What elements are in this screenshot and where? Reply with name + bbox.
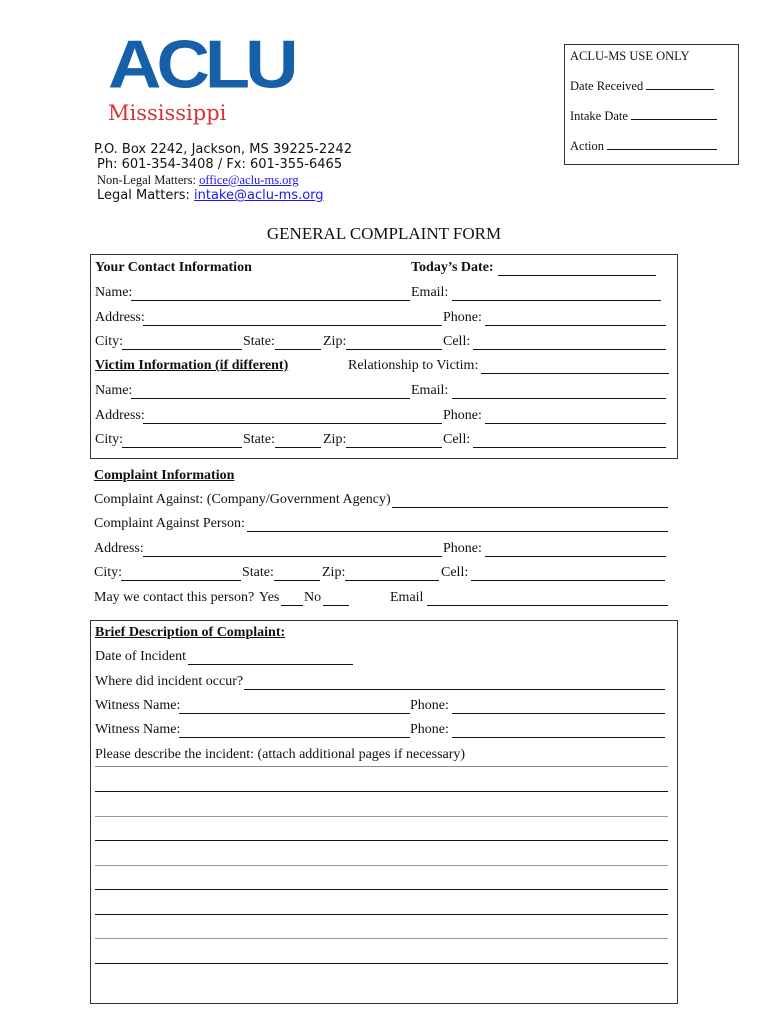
contact-header-row [95,260,768,280]
logo-wordmark: ACLU [108,25,294,103]
complaint-city-label: City: [94,565,123,580]
state-label: State: [243,334,275,349]
victim-header-row [95,358,768,378]
complaint-city-row [94,565,768,585]
victim-cell-label: Cell: [443,432,471,447]
describe-label: Please describe the incident: (attach additional pages if necessary) [95,747,466,762]
email-label: Email: [411,285,449,300]
aclu-logo [108,25,294,125]
description-line[interactable] [95,865,668,866]
no-field[interactable] [323,605,349,606]
witness2-name-field[interactable] [179,737,410,738]
name-field[interactable] [131,300,410,301]
yes-field[interactable] [281,605,303,606]
victim-name-row [95,383,768,403]
complaint-state-field[interactable] [274,580,320,581]
action-label: Action [570,139,605,153]
victim-zip-field[interactable] [346,447,442,448]
description-line[interactable] [95,816,668,817]
where-incident-row [95,674,768,694]
complaint-zip-field[interactable] [345,580,439,581]
victim-state-field[interactable] [275,447,321,448]
legal-label: Legal Matters: [97,188,190,203]
may-contact-row [94,590,768,610]
zip-label: Zip: [323,334,347,349]
intake-date-row [570,109,717,124]
complaint-phone-field[interactable] [485,556,666,557]
against-company-field[interactable] [392,507,668,508]
phone-label: Phone: [443,310,482,325]
cell-label: Cell: [443,334,471,349]
victim-email-label: Email: [411,383,449,398]
against-company-label: Complaint Against: (Company/Government Agency) [94,492,391,507]
intake-email-link[interactable]: intake@aclu-ms.org [194,188,324,203]
description-line[interactable] [95,766,668,767]
name-label: Name: [95,285,133,300]
complaint-state-label: State: [242,565,274,580]
witness2-phone-label: Phone: [410,722,449,737]
victim-state-label: State: [243,432,275,447]
date-incident-field[interactable] [188,664,353,665]
victim-phone-label: Phone: [443,408,482,423]
complaint-address-label: Address: [94,541,144,556]
office-use-heading: ACLU-MS USE ONLY [570,49,690,63]
against-person-label: Complaint Against Person: [94,516,245,531]
action-row [570,139,717,154]
complaint-address-field[interactable] [143,556,442,557]
cell-field[interactable] [473,349,666,350]
against-company-row [94,492,768,512]
nonlegal-line [97,173,299,188]
date-incident-label: Date of Incident [95,649,186,664]
mailing-address: P.O. Box 2242, Jackson, MS 39225-2242 [94,142,353,157]
complaint-cell-field[interactable] [471,580,665,581]
date-received-label: Date Received [570,79,644,93]
victim-phone-field[interactable] [485,423,666,424]
witness2-phone-field[interactable] [452,737,665,738]
email-field[interactable] [452,300,661,301]
victim-name-label: Name: [95,383,133,398]
legal-line [97,188,324,203]
complaint-info-heading: Complaint Information [94,468,235,483]
contact-name-row [95,285,768,305]
date-received-field[interactable] [646,79,714,90]
witness2-label: Witness Name: [95,722,181,737]
nonlegal-label: Non-Legal Matters: [97,173,196,187]
description-line[interactable] [95,791,668,792]
victim-heading: Victim Information (if different) [95,358,289,373]
phone-fax: Ph: 601-354-3408 / Fx: 601-355-6465 [97,157,343,172]
victim-email-field[interactable] [452,398,666,399]
witness2-row [95,722,768,742]
complaint-phone-label: Phone: [443,541,482,556]
contact-address-row [95,310,768,330]
victim-address-field[interactable] [143,423,442,424]
relationship-field[interactable] [481,373,669,374]
complaint-zip-label: Zip: [322,565,346,580]
victim-address-row [95,408,768,428]
witness1-phone-label: Phone: [410,698,449,713]
witness1-phone-field[interactable] [452,713,665,714]
description-line[interactable] [95,840,668,841]
witness1-row [95,698,768,718]
city-field[interactable] [122,349,242,350]
victim-name-field[interactable] [131,398,410,399]
date-received-row [570,79,714,94]
witness1-label: Witness Name: [95,698,181,713]
against-person-field[interactable] [247,531,668,532]
describe-row [95,747,768,767]
intake-date-field[interactable] [631,109,717,120]
contact-email-field[interactable] [427,605,668,606]
contact-email-label: Email [390,590,424,605]
where-incident-label: Where did incident occur? [95,674,244,689]
complaint-cell-label: Cell: [441,565,469,580]
victim-city-row [95,432,768,452]
victim-zip-label: Zip: [323,432,347,447]
todays-date-label: Today’s Date: [411,260,494,275]
against-person-row [94,516,768,536]
todays-date-field[interactable] [498,275,656,276]
victim-city-label: City: [95,432,124,447]
complaint-address-row [94,541,768,561]
complaint-city-field[interactable] [121,580,241,581]
address-label: Address: [95,310,145,325]
victim-address-label: Address: [95,408,145,423]
relationship-label: Relationship to Victim: [348,358,479,373]
description-line[interactable] [95,914,668,915]
logo-subtitle: Mississippi [108,101,227,125]
description-line[interactable] [95,889,668,890]
phone-field[interactable] [485,325,666,326]
brief-desc-heading: Brief Description of Complaint: [95,625,286,640]
office-email-link[interactable]: office@aclu-ms.org [199,173,299,187]
victim-city-field[interactable] [122,447,242,448]
yes-label: Yes [259,590,280,605]
zip-field[interactable] [346,349,442,350]
state-field[interactable] [275,349,321,350]
date-incident-row [95,649,768,669]
description-line[interactable] [95,963,668,964]
intake-date-label: Intake Date [570,109,628,123]
where-incident-field[interactable] [244,689,665,690]
city-label: City: [95,334,124,349]
address-field[interactable] [143,325,442,326]
contact-city-row [95,334,768,354]
complaint-info-header [94,468,768,488]
your-contact-heading: Your Contact Information [95,260,252,275]
victim-cell-field[interactable] [473,447,666,448]
may-contact-label: May we contact this person? [94,590,255,605]
action-field[interactable] [607,139,717,150]
witness1-name-field[interactable] [179,713,410,714]
brief-desc-header [95,625,768,645]
form-title: GENERAL COMPLAINT FORM [266,224,502,243]
office-use-box [564,44,739,165]
no-label: No [304,590,322,605]
description-line[interactable] [95,938,668,939]
